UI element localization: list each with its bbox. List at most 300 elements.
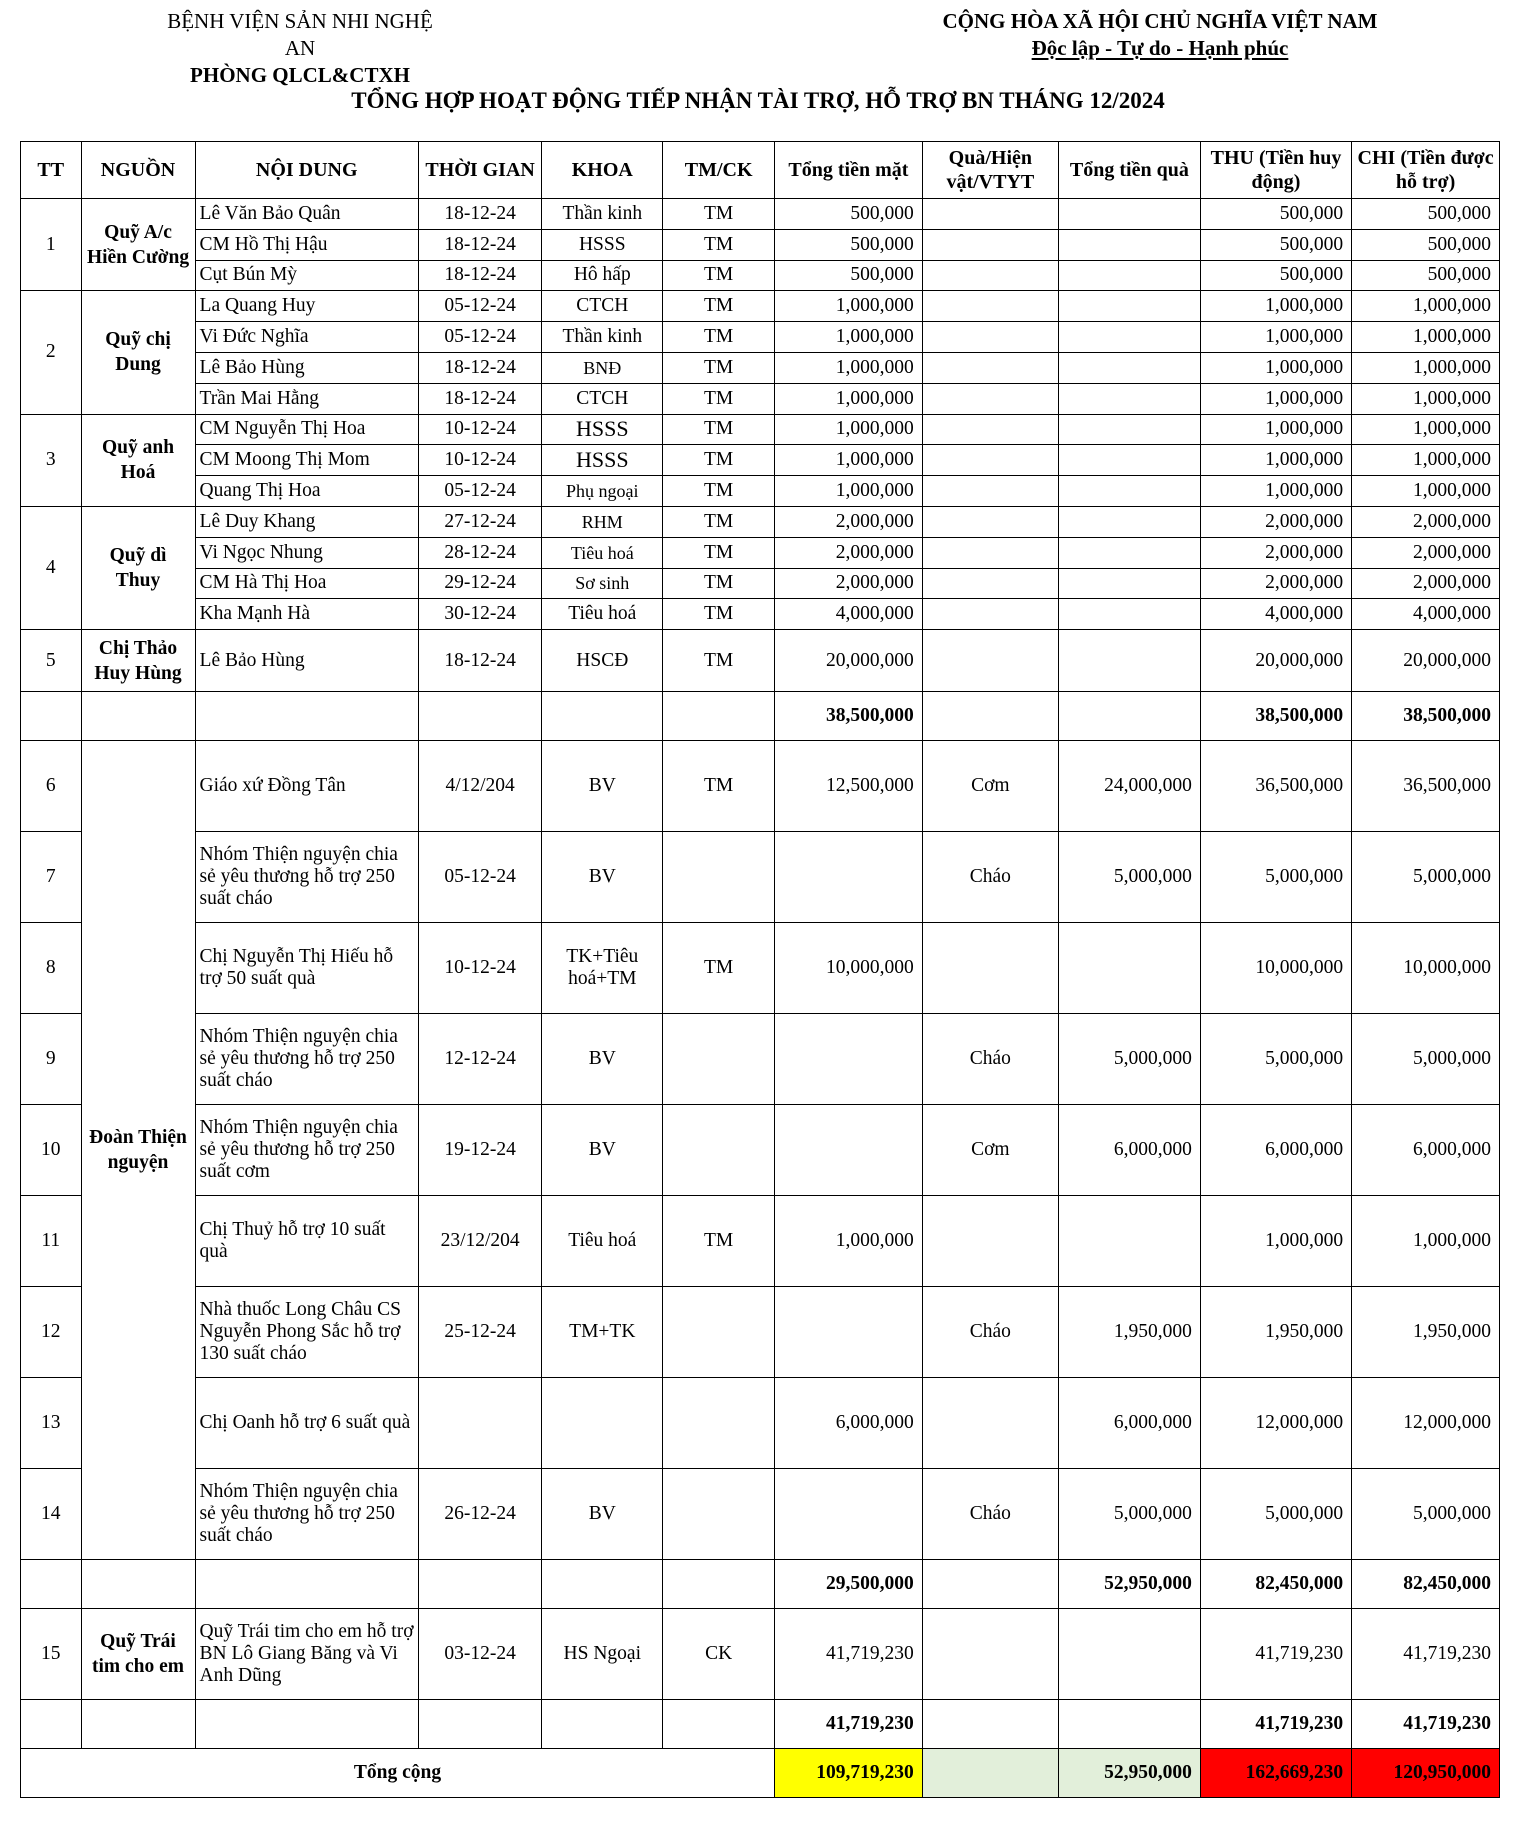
chi-cell: 5,000,000: [1352, 1014, 1500, 1105]
recipient-name: Quang Thị Hoa: [195, 476, 418, 507]
col-header-chi: CHI (Tiền được hỗ trợ): [1352, 142, 1500, 199]
row-number: 6: [21, 741, 82, 832]
gift-value-cell: [1058, 199, 1200, 230]
table-row: [21, 832, 1500, 923]
gift-cell: [922, 352, 1058, 383]
cash-cell: 1,000,000: [775, 1196, 923, 1287]
subtotal-cash: 38,500,000: [775, 692, 923, 741]
content-cell: Giáo xứ Đồng Tân: [195, 741, 418, 832]
date-cell: 18-12-24: [418, 630, 541, 692]
date-cell: 05-12-24: [418, 832, 541, 923]
table-row: [21, 630, 1500, 692]
gift-value-cell: [1058, 445, 1200, 476]
date-cell: 18-12-24: [418, 352, 541, 383]
col-header-source: NGUỒN: [81, 142, 195, 199]
thu-cell: 1,000,000: [1200, 476, 1351, 507]
motto: Độc lập - Tự do - Hạnh phúc: [1031, 36, 1289, 60]
subtotal-row: [21, 1560, 1500, 1609]
gift-cell: Cơm: [922, 1105, 1058, 1196]
date-cell: 18-12-24: [418, 260, 541, 291]
row-number: 4: [21, 506, 82, 629]
dept-cell: CTCH: [542, 291, 663, 322]
payment-cell: TM: [663, 445, 775, 476]
country-name: CỘNG HÒA XÃ HỘI CHỦ NGHĨA VIỆT NAM: [942, 9, 1378, 33]
date-cell: 05-12-24: [418, 291, 541, 322]
date-cell: 18-12-24: [418, 199, 541, 230]
thu-cell: 4,000,000: [1200, 599, 1351, 630]
thu-cell: 10,000,000: [1200, 923, 1351, 1014]
date-cell: 05-12-24: [418, 476, 541, 507]
row-number: 10: [21, 1105, 82, 1196]
chi-cell: 36,500,000: [1352, 741, 1500, 832]
cash-cell: 12,500,000: [775, 741, 923, 832]
subtotal-thu: 38,500,000: [1200, 692, 1351, 741]
dept-cell: HSCĐ: [542, 630, 663, 692]
table-row: [21, 291, 1500, 322]
gift-cell: Cháo: [922, 1469, 1058, 1560]
hospital-name: BỆNH VIỆN SẢN NHI NGHỆ AN: [167, 9, 433, 60]
grand-total-thu: 162,669,230: [1200, 1749, 1351, 1798]
recipient-name: Lê Duy Khang: [195, 506, 418, 537]
cash-cell: 2,000,000: [775, 506, 923, 537]
col-header-date: THỜI GIAN: [418, 142, 541, 199]
dept-cell: BV: [542, 1469, 663, 1560]
recipient-name: Cụt Bún Mỳ: [195, 260, 418, 291]
gift-cell: [922, 923, 1058, 1014]
thu-cell: 2,000,000: [1200, 537, 1351, 568]
source-name: Quỹ chị Dung: [81, 291, 195, 414]
grand-total-chi: 120,950,000: [1352, 1749, 1500, 1798]
gift-value-cell: [1058, 537, 1200, 568]
date-cell: 26-12-24: [418, 1469, 541, 1560]
dept-cell: HSSS: [542, 414, 663, 445]
date-cell: 28-12-24: [418, 537, 541, 568]
col-header-dept: KHOA: [542, 142, 663, 199]
cash-cell: 500,000: [775, 260, 923, 291]
source-name: Quỹ A/c Hiền Cường: [81, 199, 195, 291]
date-cell: 29-12-24: [418, 568, 541, 599]
payment-cell: [663, 1014, 775, 1105]
date-cell: 18-12-24: [418, 229, 541, 260]
header-left: [150, 8, 450, 89]
date-cell: 18-12-24: [418, 383, 541, 414]
gift-value-cell: [1058, 352, 1200, 383]
table-row: [21, 506, 1500, 537]
payment-cell: TM: [663, 383, 775, 414]
row-number: 2: [21, 291, 82, 414]
chi-cell: 6,000,000: [1352, 1105, 1500, 1196]
gift-cell: [922, 322, 1058, 353]
subtotal-chi: 82,450,000: [1352, 1560, 1500, 1609]
thu-cell: 6,000,000: [1200, 1105, 1351, 1196]
dept-cell: RHM: [542, 506, 663, 537]
chi-cell: 500,000: [1352, 199, 1500, 230]
cash-cell: 500,000: [775, 229, 923, 260]
date-cell: 05-12-24: [418, 322, 541, 353]
gift-value-cell: [1058, 1196, 1200, 1287]
chi-cell: 2,000,000: [1352, 568, 1500, 599]
table-row: [21, 741, 1500, 832]
gift-value-cell: [1058, 506, 1200, 537]
date-cell: 25-12-24: [418, 1287, 541, 1378]
thu-cell: 500,000: [1200, 229, 1351, 260]
cash-cell: [775, 1287, 923, 1378]
gift-value-cell: [1058, 383, 1200, 414]
report-title: TỔNG HỢP HOẠT ĐỘNG TIẾP NHẬN TÀI TRỢ, HỖ TRỢ BN THÁNG 12/2024: [351, 88, 1165, 113]
col-header-thu: THU (Tiền huy động): [1200, 142, 1351, 199]
chi-cell: 1,000,000: [1352, 445, 1500, 476]
row-number: 5: [21, 630, 82, 692]
table-row: [21, 414, 1500, 445]
chi-cell: 1,000,000: [1352, 291, 1500, 322]
gift-value-cell: [1058, 1609, 1200, 1700]
gift-cell: Cháo: [922, 832, 1058, 923]
gift-cell: [922, 260, 1058, 291]
table-row: [21, 476, 1500, 507]
col-header-payment: TM/CK: [663, 142, 775, 199]
thu-cell: 1,000,000: [1200, 291, 1351, 322]
chi-cell: 500,000: [1352, 260, 1500, 291]
chi-cell: 41,719,230: [1352, 1609, 1500, 1700]
gift-cell: Cơm: [922, 741, 1058, 832]
date-cell: 23/12/204: [418, 1196, 541, 1287]
table-row: [21, 445, 1500, 476]
thu-cell: 5,000,000: [1200, 832, 1351, 923]
gift-cell: [922, 568, 1058, 599]
source-name: Quỹ dì Thuy: [81, 506, 195, 629]
chi-cell: 5,000,000: [1352, 1469, 1500, 1560]
content-cell: Nhóm Thiện nguyện chia sẻ yêu thương hỗ trợ 250 suất cháo: [195, 832, 418, 923]
payment-cell: TM: [663, 741, 775, 832]
cash-cell: 1,000,000: [775, 414, 923, 445]
cash-cell: 500,000: [775, 199, 923, 230]
payment-cell: TM: [663, 537, 775, 568]
gift-cell: [922, 199, 1058, 230]
dept-cell: Hô hấp: [542, 260, 663, 291]
payment-cell: TM: [663, 476, 775, 507]
thu-cell: 41,719,230: [1200, 1609, 1351, 1700]
thu-cell: 20,000,000: [1200, 630, 1351, 692]
gift-value-cell: 1,950,000: [1058, 1287, 1200, 1378]
payment-cell: CK: [663, 1609, 775, 1700]
col-header-tt: TT: [21, 142, 82, 199]
thu-cell: 1,000,000: [1200, 322, 1351, 353]
dept-cell: BNĐ: [542, 352, 663, 383]
date-cell: 30-12-24: [418, 599, 541, 630]
table-row: [21, 1014, 1500, 1105]
gift-value-cell: 5,000,000: [1058, 832, 1200, 923]
chi-cell: 500,000: [1352, 229, 1500, 260]
thu-cell: 500,000: [1200, 199, 1351, 230]
cash-cell: 4,000,000: [775, 599, 923, 630]
dept-cell: TK+Tiêu hoá+TM: [542, 923, 663, 1014]
payment-cell: TM: [663, 630, 775, 692]
grand-total-label: Tổng cộng: [21, 1749, 775, 1798]
gift-cell: [922, 476, 1058, 507]
subtotal-row: [21, 692, 1500, 741]
dept-cell: Tiêu hoá: [542, 599, 663, 630]
row-number: 15: [21, 1609, 82, 1700]
subtotal-gift-value: 52,950,000: [1058, 1560, 1200, 1609]
row-number: 11: [21, 1196, 82, 1287]
gift-value-cell: [1058, 291, 1200, 322]
payment-cell: TM: [663, 1196, 775, 1287]
cash-cell: 1,000,000: [775, 322, 923, 353]
cash-cell: [775, 1014, 923, 1105]
row-number: 3: [21, 414, 82, 506]
cash-cell: 6,000,000: [775, 1378, 923, 1469]
payment-cell: TM: [663, 352, 775, 383]
chi-cell: 1,000,000: [1352, 322, 1500, 353]
gift-cell: [922, 383, 1058, 414]
cash-cell: [775, 1105, 923, 1196]
gift-value-cell: 24,000,000: [1058, 741, 1200, 832]
payment-cell: [663, 832, 775, 923]
gift-value-cell: [1058, 923, 1200, 1014]
dept-cell: BV: [542, 1105, 663, 1196]
payment-cell: TM: [663, 923, 775, 1014]
recipient-name: La Quang Huy: [195, 291, 418, 322]
gift-value-cell: [1058, 260, 1200, 291]
thu-cell: 500,000: [1200, 260, 1351, 291]
payment-cell: [663, 1469, 775, 1560]
gift-value-cell: 6,000,000: [1058, 1105, 1200, 1196]
gift-value-cell: [1058, 599, 1200, 630]
recipient-name: Lê Bảo Hùng: [195, 630, 418, 692]
date-cell: 10-12-24: [418, 445, 541, 476]
chi-cell: 2,000,000: [1352, 537, 1500, 568]
date-cell: 4/12/204: [418, 741, 541, 832]
source-name: Đoàn Thiện nguyện: [81, 741, 195, 1560]
recipient-name: CM Moong Thị Mom: [195, 445, 418, 476]
gift-cell: [922, 414, 1058, 445]
subtotal-chi: 41,719,230: [1352, 1700, 1500, 1749]
cash-cell: 41,719,230: [775, 1609, 923, 1700]
gift-value-cell: 6,000,000: [1058, 1378, 1200, 1469]
thu-cell: 36,500,000: [1200, 741, 1351, 832]
chi-cell: 1,000,000: [1352, 476, 1500, 507]
chi-cell: 1,000,000: [1352, 352, 1500, 383]
table-row: [21, 599, 1500, 630]
payment-cell: TM: [663, 599, 775, 630]
dept-cell: BV: [542, 741, 663, 832]
dept-cell: Thần kinh: [542, 199, 663, 230]
payment-cell: TM: [663, 322, 775, 353]
dept-cell: BV: [542, 832, 663, 923]
cash-cell: 1,000,000: [775, 476, 923, 507]
recipient-name: Vi Ngọc Nhung: [195, 537, 418, 568]
thu-cell: 12,000,000: [1200, 1378, 1351, 1469]
cash-cell: 10,000,000: [775, 923, 923, 1014]
cash-cell: [775, 832, 923, 923]
col-header-content: NỘI DUNG: [195, 142, 418, 199]
gift-cell: [922, 537, 1058, 568]
row-number: 14: [21, 1469, 82, 1560]
payment-cell: [663, 1378, 775, 1469]
gift-value-cell: [1058, 476, 1200, 507]
subtotal-row: [21, 1700, 1500, 1749]
department-name: PHÒNG QLCL&CTXH: [190, 63, 410, 87]
content-cell: Nhóm Thiện nguyện chia sẻ yêu thương hỗ trợ 250 suất cơm: [195, 1105, 418, 1196]
gift-cell: [922, 445, 1058, 476]
thu-cell: 5,000,000: [1200, 1469, 1351, 1560]
table-row: [21, 383, 1500, 414]
content-cell: Chị Nguyễn Thị Hiếu hỗ trợ 50 suất quà: [195, 923, 418, 1014]
dept-cell: CTCH: [542, 383, 663, 414]
gift-cell: [922, 506, 1058, 537]
subtotal-cash: 29,500,000: [775, 1560, 923, 1609]
table-row: [21, 1469, 1500, 1560]
dept-cell: BV: [542, 1014, 663, 1105]
cash-cell: 1,000,000: [775, 445, 923, 476]
gift-value-cell: 5,000,000: [1058, 1014, 1200, 1105]
gift-cell: Cháo: [922, 1287, 1058, 1378]
source-name: Chị Thảo Huy Hùng: [81, 630, 195, 692]
subtotal-thu: 41,719,230: [1200, 1700, 1351, 1749]
chi-cell: 1,950,000: [1352, 1287, 1500, 1378]
cash-cell: 1,000,000: [775, 383, 923, 414]
subtotal-cash: 41,719,230: [775, 1700, 923, 1749]
thu-cell: 2,000,000: [1200, 506, 1351, 537]
content-cell: Nhóm Thiện nguyện chia sẻ yêu thương hỗ trợ 250 suất cháo: [195, 1469, 418, 1560]
chi-cell: 5,000,000: [1352, 832, 1500, 923]
content-cell: Chị Thuỷ hỗ trợ 10 suất quà: [195, 1196, 418, 1287]
recipient-name: Trần Mai Hằng: [195, 383, 418, 414]
table-row: [21, 568, 1500, 599]
chi-cell: 1,000,000: [1352, 1196, 1500, 1287]
dept-cell: TM+TK: [542, 1287, 663, 1378]
table-row: [21, 1196, 1500, 1287]
date-cell: 10-12-24: [418, 923, 541, 1014]
table-row: [21, 1287, 1500, 1378]
gift-value-cell: [1058, 322, 1200, 353]
thu-cell: 2,000,000: [1200, 568, 1351, 599]
cash-cell: 2,000,000: [775, 537, 923, 568]
dept-cell: [542, 1378, 663, 1469]
gift-cell: [922, 1196, 1058, 1287]
grand-total-gift: [922, 1749, 1058, 1798]
payment-cell: [663, 1105, 775, 1196]
gift-cell: Cháo: [922, 1014, 1058, 1105]
table-row: [21, 537, 1500, 568]
thu-cell: 1,000,000: [1200, 414, 1351, 445]
chi-cell: 1,000,000: [1352, 383, 1500, 414]
col-header-gift-value: Tổng tiền quà: [1058, 142, 1200, 199]
table-row: [21, 352, 1500, 383]
grand-total-row: [21, 1749, 1500, 1798]
chi-cell: 4,000,000: [1352, 599, 1500, 630]
recipient-name: Lê Bảo Hùng: [195, 352, 418, 383]
table-header-row: [21, 142, 1500, 199]
content-cell: Chị Oanh hỗ trợ 6 suất quà: [195, 1378, 418, 1469]
payment-cell: TM: [663, 568, 775, 599]
payment-cell: TM: [663, 506, 775, 537]
cash-cell: 2,000,000: [775, 568, 923, 599]
grand-total-gift-value: 52,950,000: [1058, 1749, 1200, 1798]
donation-table: [20, 141, 1500, 1798]
date-cell: 12-12-24: [418, 1014, 541, 1105]
recipient-name: Lê Văn Bảo Quân: [195, 199, 418, 230]
date-cell: [418, 1378, 541, 1469]
row-number: 12: [21, 1287, 82, 1378]
recipient-name: Vi Đức Nghĩa: [195, 322, 418, 353]
table-row: [21, 260, 1500, 291]
col-header-cash: Tổng tiền mặt: [775, 142, 923, 199]
recipient-name: Kha Mạnh Hà: [195, 599, 418, 630]
payment-cell: TM: [663, 229, 775, 260]
row-number: 1: [21, 199, 82, 291]
content-cell: Nhóm Thiện nguyện chia sẻ yêu thương hỗ trợ 250 suất cháo: [195, 1014, 418, 1105]
gift-value-cell: [1058, 414, 1200, 445]
thu-cell: 5,000,000: [1200, 1014, 1351, 1105]
gift-cell: [922, 1609, 1058, 1700]
subtotal-chi: 38,500,000: [1352, 692, 1500, 741]
grand-total-cash: 109,719,230: [775, 1749, 923, 1798]
row-number: 8: [21, 923, 82, 1014]
date-cell: 19-12-24: [418, 1105, 541, 1196]
chi-cell: 12,000,000: [1352, 1378, 1500, 1469]
source-name: Quỹ Trái tim cho em: [81, 1609, 195, 1700]
dept-cell: HSSS: [542, 229, 663, 260]
payment-cell: TM: [663, 199, 775, 230]
cash-cell: 1,000,000: [775, 352, 923, 383]
subtotal-thu: 82,450,000: [1200, 1560, 1351, 1609]
source-name: Quỹ anh Hoá: [81, 414, 195, 506]
chi-cell: 10,000,000: [1352, 923, 1500, 1014]
dept-cell: HSSS: [542, 445, 663, 476]
content-cell: Quỹ Trái tim cho em hỗ trợ BN Lô Giang Băng và Vi Anh Dũng: [195, 1609, 418, 1700]
cash-cell: 1,000,000: [775, 291, 923, 322]
dept-cell: HS Ngoại: [542, 1609, 663, 1700]
table-row: [21, 229, 1500, 260]
date-cell: 27-12-24: [418, 506, 541, 537]
date-cell: 10-12-24: [418, 414, 541, 445]
payment-cell: TM: [663, 291, 775, 322]
thu-cell: 1,000,000: [1200, 1196, 1351, 1287]
chi-cell: 2,000,000: [1352, 506, 1500, 537]
gift-value-cell: [1058, 568, 1200, 599]
gift-cell: [922, 630, 1058, 692]
row-number: 9: [21, 1014, 82, 1105]
dept-cell: Phụ ngoại: [542, 476, 663, 507]
thu-cell: 1,000,000: [1200, 383, 1351, 414]
dept-cell: Sơ sinh: [542, 568, 663, 599]
table-row: [21, 1378, 1500, 1469]
payment-cell: TM: [663, 414, 775, 445]
gift-cell: [922, 291, 1058, 322]
gift-value-cell: 5,000,000: [1058, 1469, 1200, 1560]
content-cell: Nhà thuốc Long Châu CS Nguyễn Phong Sắc hỗ trợ 130 suất cháo: [195, 1287, 418, 1378]
recipient-name: CM Nguyễn Thị Hoa: [195, 414, 418, 445]
table-row: [21, 199, 1500, 230]
thu-cell: 1,000,000: [1200, 352, 1351, 383]
table-row: [21, 923, 1500, 1014]
row-number: 13: [21, 1378, 82, 1469]
col-header-gift: Quà/Hiện vật/VTYT: [922, 142, 1058, 199]
dept-cell: Thần kinh: [542, 322, 663, 353]
gift-cell: [922, 599, 1058, 630]
gift-value-cell: [1058, 229, 1200, 260]
cash-cell: [775, 1469, 923, 1560]
gift-cell: [922, 229, 1058, 260]
cash-cell: 20,000,000: [775, 630, 923, 692]
gift-cell: [922, 1378, 1058, 1469]
thu-cell: 1,950,000: [1200, 1287, 1351, 1378]
table-row: [21, 322, 1500, 353]
recipient-name: CM Hà Thị Hoa: [195, 568, 418, 599]
dept-cell: Tiêu hoá: [542, 1196, 663, 1287]
chi-cell: 20,000,000: [1352, 630, 1500, 692]
